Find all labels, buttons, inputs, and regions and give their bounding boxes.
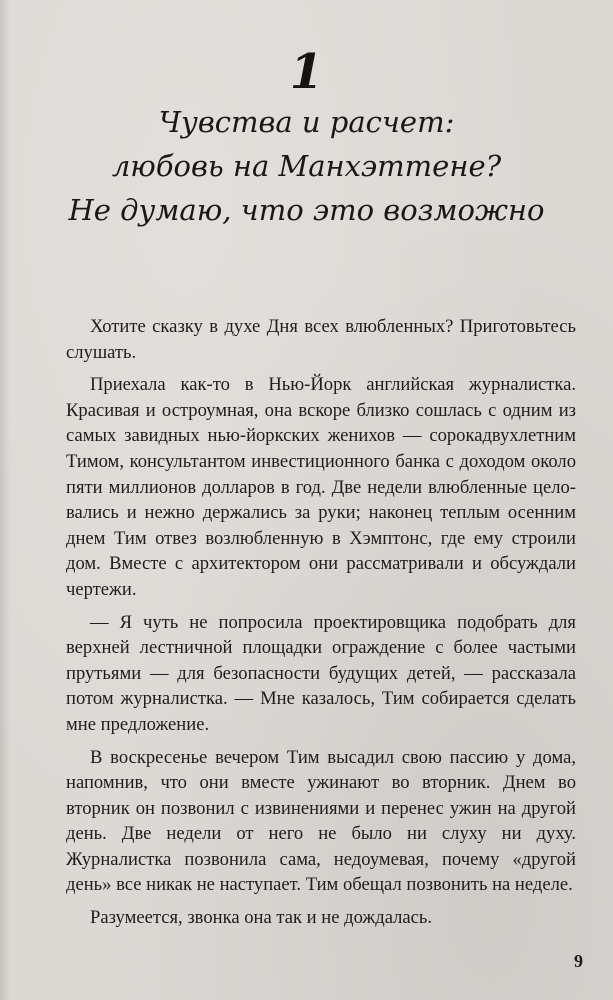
chapter-title-line: Чувства и расчет: (158, 105, 455, 139)
chapter-body (66, 314, 576, 938)
chapter-title-line: любовь на Манхэттене? (111, 149, 502, 183)
chapter-title-line: Не думаю, что это возможно (68, 193, 545, 227)
page-edge-shadow (0, 0, 10, 1000)
paragraph: Приехала как-то в Нью-Йорк английская журналистка. Красивая и остроумная, она вскоре близко сошлась с одним из самых завидных нью-йоркских женихов — сорокадвухлетним Тимом, консультантом инвестиционного банка с доходом около пяти миллионов долларов в год. Две недели влюбленные целовались и нежно держались за руки; наконец теплым осенним днем Тим отвез возлюбленную в Хэмптонс, где ему строили дом. Вместе с архитектором они рассматривали и обсуждали чертежи. (66, 374, 576, 600)
page-number: 9 (574, 951, 583, 971)
paragraph: Хотите сказку в духе Дня всех влюбленных? Приготовьтесь слушать. (66, 316, 576, 363)
paragraph: В воскресенье вечером Тим высадил свою пассию у дома, напомнив, что они вместе ужинают во вторник. Днем во вторник он позвонил с извинениями и перенес ужин на другой день. Две недели от него не было ни слуху ни духу. Журналистка позвонила сама, недоумевая, почему «другой день» все никак не наступает. Тим обещал позвонить на неделе. (66, 746, 576, 896)
paragraph: — Я чуть не попросила проектировщика подобрать для верхней лестничной площадки ограждение с более частыми прутьями — для безопасности будущих детей, — рассказала потом журналистка. — Мне казалось, Тим собирается сделать мне предложение. (66, 611, 576, 735)
chapter-title (40, 100, 573, 232)
paragraph: Разумеется, звонка она так и не дождалась. (90, 907, 433, 929)
chapter-number: 1 (289, 44, 324, 100)
